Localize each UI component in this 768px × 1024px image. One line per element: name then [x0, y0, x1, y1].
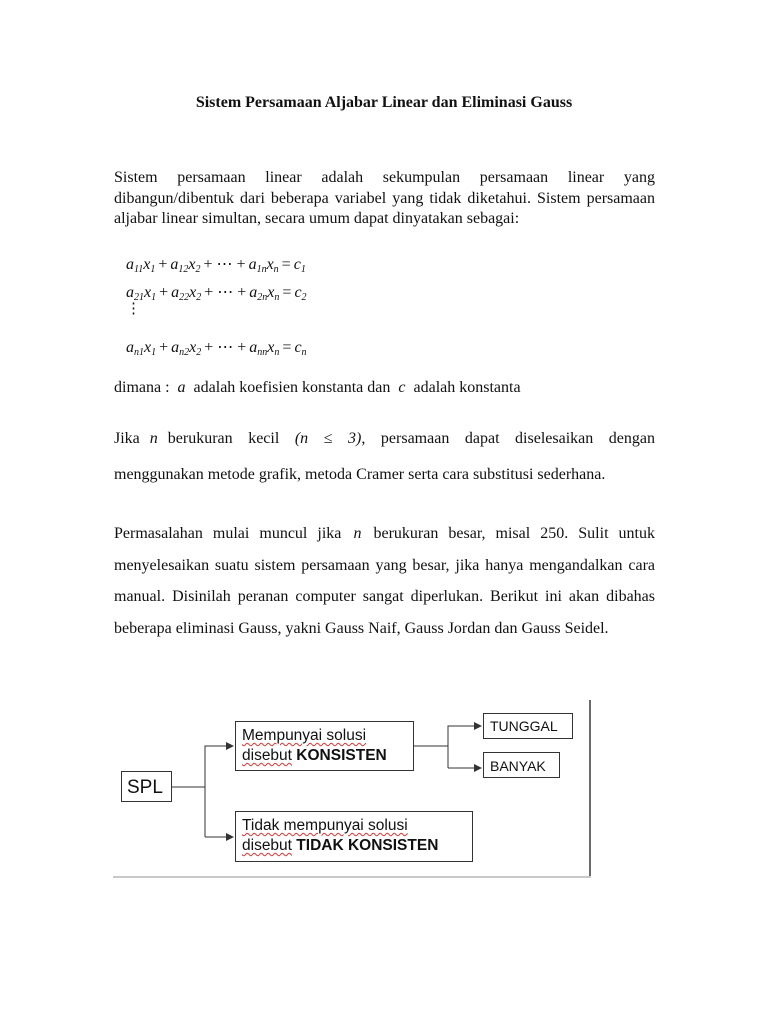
document-title: Sistem Persamaan Aljabar Linear dan Eliminasi Gauss — [195, 94, 573, 111]
frame-right-edge — [589, 700, 591, 878]
many-solutions-box: BANYAK — [483, 752, 560, 778]
unique-solution-box: TUNGGAL — [483, 713, 573, 739]
consistent-line1: Mempunyai solusi — [242, 727, 367, 744]
inconsistent-box — [235, 811, 473, 862]
small-n-paragraph: Jika n berukuran kecil (n ≤ 3), persamaan dapat diselesaikan dengan menggunakan metode grafik, metoda Cramer serta cara substitusi sederhana. — [114, 430, 655, 483]
vertical-ellipsis: ⋮ — [126, 301, 141, 317]
equation-row-n: $a_{n1}x_1 + a_{n2}x_2$ + ⋯ + $a_{nn}x_n = c_n$ — [126, 339, 307, 358]
inconsistent-line1: Tidak mempunyai solusi — [242, 817, 408, 834]
spl-box: SPL — [121, 771, 172, 802]
intro-paragraph: Sistem persamaan linear adalah sekumpulan persamaan linear yang dibangun/dibentuk dari beberapa variabel yang tidak diketahui. Sistem persamaan aljabar linear simultan, secara umum dapat dinyatakan sebagai: — [114, 169, 655, 227]
where-line: dimana : a adalah koefisien konstanta dan c adalah konstanta — [114, 379, 521, 396]
consistent-line2: disebut KONSISTEN — [242, 747, 387, 764]
inconsistent-line2: disebut TIDAK KONSISTEN — [242, 837, 439, 854]
equation-row-2: $a_{21}x_1 + a_{22}x_2$ + ⋯ + $a_{2n}x_n = c_2$ — [126, 284, 307, 303]
frame-bottom-edge — [113, 876, 591, 878]
consistent-box — [235, 721, 414, 771]
large-n-paragraph: Permasalahan mulai muncul jika n berukuran besar, misal 250. Sulit untuk menyelesaikan suatu sistem persamaan yang besar, jika hanya mengandalkan cara manual. Disinilah peranan computer sangat diperlukan. Berikut ini akan dibahas beberapa eliminasi Gauss, yakni Gauss Naif, Gauss Jordan dan Gauss Seidel. — [114, 525, 655, 637]
equation-row-1: $a_{11}x_1 + a_{12}x_2$ + ⋯ + $a_{1n}x_n = c_1$ — [126, 256, 306, 275]
spl-diagram — [113, 700, 591, 880]
